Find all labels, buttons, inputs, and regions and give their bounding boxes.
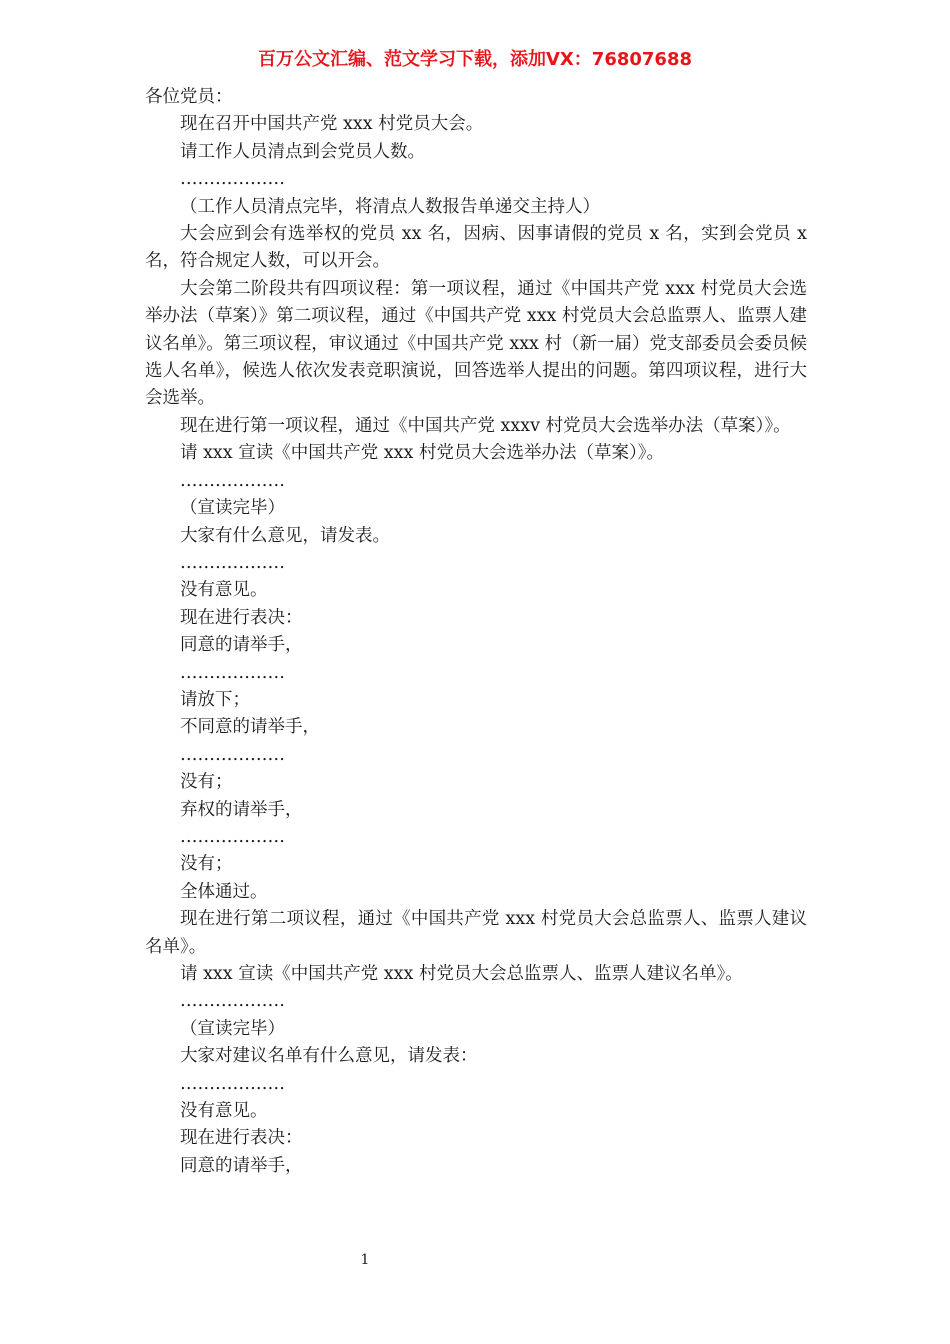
paragraph: 现在进行第二项议程，通过《中国共产党 xxx 村党员大会总监票人、监票人建议名单》。 [145,909,807,957]
paragraph: 现在召开中国共产党 xxx 村党员大会。 [180,114,484,135]
ellipsis-line: ……………… [180,744,285,765]
page-number: 1 [360,1252,370,1268]
paragraph: 大家有什么意见，请发表。 [180,525,390,546]
paragraph: 现在进行表决： [180,1128,303,1149]
paragraph: 各位党员： [145,87,233,107]
paragraph: 请放下； [180,689,250,710]
ellipsis-line: ……………… [180,1073,285,1094]
ellipsis-line: ……………… [180,826,285,847]
paragraph: 没有意见。 [180,1101,268,1122]
ellipsis-line: ……………… [180,552,285,573]
ellipsis-line: ……………… [180,169,285,190]
paragraph: 请工作人员清点到会党员人数。 [180,141,425,162]
paragraph: 全体通过。 [180,881,268,902]
ellipsis-line: ……………… [180,470,285,491]
paragraph: 没有； [180,772,233,793]
paragraph: 同意的请举手， [180,1155,303,1176]
paragraph: 没有意见。 [180,580,268,601]
paragraph: 现在进行表决： [180,607,303,628]
paragraph: 大会第二阶段共有四项议程：第一项议程，通过《中国共产党 xxx 村党员大会选举办法（草案）》第二项议程，通过《中国共产党 xxx 村党员大会总监票人、监票人建议名单》。第三项议程，审议通过《中国共产党 xxx 村（新一届）党支部委员会委员候选人名单》，候选人依次发表竞职演说，回答选举人提出的问题。第四项议程，进行大会选举。 [145,278,807,409]
paragraph: 没有； [180,854,233,875]
watermark-banner: 百万公文汇编、范文学习下载，添加VX：76807688 [257,49,692,70]
ellipsis-line: ……………… [180,662,285,683]
paragraph: （宣读完毕） [180,498,285,519]
ellipsis-line: ……………… [180,991,285,1012]
paragraph: 请 xxx 宣读《中国共产党 xxx 村党员大会选举办法（草案）》。 [180,443,664,464]
paragraph: 不同意的请举手， [180,717,320,738]
paragraph: 弃权的请举手， [180,799,303,820]
paragraph: 现在进行第一项议程，通过《中国共产党 xxxv 村党员大会选举办法（草案）》。 [180,415,791,436]
paragraph: 大会应到会有选举权的党员 xx 名，因病、因事请假的党员 x 名，实到会党员 x 名，符合规定人数，可以开会。 [145,224,807,272]
paragraph: （工作人员清点完毕，将清点人数报告单递交主持人） [180,196,600,217]
document-body [145,84,807,1180]
paragraph: 请 xxx 宣读《中国共产党 xxx 村党员大会总监票人、监票人建议名单》。 [180,964,743,984]
paragraph: 大家对建议名单有什么意见，请发表： [180,1046,478,1067]
paragraph: 同意的请举手， [180,635,303,656]
paragraph: （宣读完毕） [180,1018,285,1039]
